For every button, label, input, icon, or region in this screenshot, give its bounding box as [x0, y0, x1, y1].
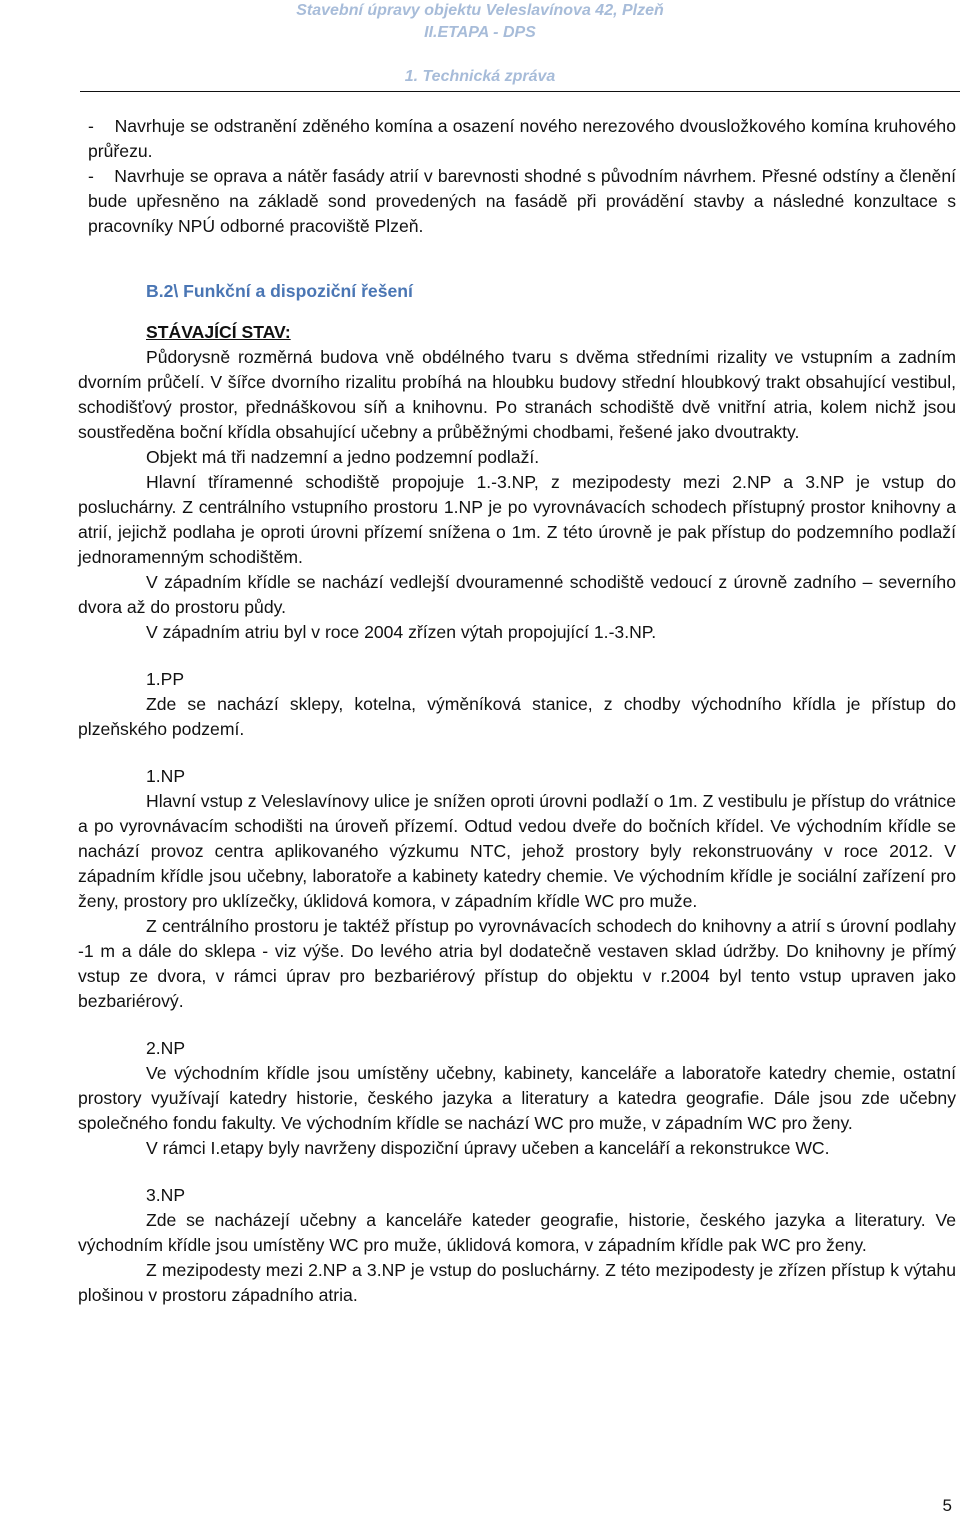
header-stage: II.ETAPA - DPS [424, 24, 536, 41]
paragraph: Objekt má tři nadzemní a jedno podzemní podlaží. [146, 447, 540, 467]
paragraph: V západním křídle se nachází vedlejší dvouramenné schodiště vedoucí z úrovně zadního – severního dvora až do prostoru půdy. [78, 572, 956, 617]
header-project-title: Stavební úpravy objektu Veleslavínova 42, Plzeň [296, 2, 664, 19]
paragraph: Z mezipodesty mezi 2.NP a 3.NP je vstup do posluchárny. Z této mezipodesty je zřízen přístup k výtahu plošinou v prostoru západního atria. [78, 1260, 956, 1305]
paragraph: Z centrálního prostoru je taktéž přístup po vyrovnávacích schodech do knihovny a atrií s úrovní podlahy -1 m a dále do sklepa - viz výše. Do levého atria byl dodatečně vestaven sklad údržby. Do knihovny je přímý vstup ze dvora, v rámci úprav pro bezbariérový přístup do objektu v r.2004 byl tento vstup upraven jako bezbariérový. [78, 916, 956, 1011]
paragraph: Hlavní vstup z Veleslavínovy ulice je snížen oproti úrovni podlaží o 1m. Z vestibulu je přístup do vrátnice a po vyrovnávacím schodišti na úroveň přízemí. Odtud vedou dveře do bočních křídel. Ve východním křídle se nachází provoz centra aplikovaného výzkumu NTC, jehož prostory byly rekonstruovány v roce 2012. V západním křídle jsou učebny, laboratoře a kabinety katedry chemie. Ve východním křídle je sociální zařízení pro ženy, prostory pro uklízečky, úklidová komora, v západním křídle WC pro muže. [78, 791, 956, 911]
existing-state-label: STÁVAJÍCÍ STAV: [146, 322, 291, 342]
floor-heading-1pp: 1.PP [146, 669, 185, 689]
document-body [78, 114, 956, 1308]
paragraph: Ve východním křídle jsou umístěny učebny, kabinety, kanceláře a laboratoře katedry chemie, ostatní prostory využívají katedry historie, českého jazyka a literatury a katedra geografie. Dále jsou zde učebny společného fondu fakulty. Ve východním křídle se nachází WC pro muže, v západním WC pro ženy. [78, 1063, 956, 1133]
paragraph: Zde se nacházejí učebny a kanceláře kateder geografie, historie, českého jazyka a literatury. Ve východním křídle jsou umístěny WC pro muže, úklidová komora, v západním křídle pak WC pro ženy. [78, 1210, 956, 1255]
header-divider [80, 91, 960, 92]
paragraph: Hlavní tříramenné schodiště propojuje 1.-3.NP, z mezipodesty mezi 2.NP a 3.NP je vstup do posluchárny. Z centrálního vstupního prostoru 1.NP je po vyrovnávacích schodech přístupný prostor knihovny a atrií, jejichž podlaha je oproti úrovni přízemí snížena o 1m. Z této úrovně je pak přístup do podzemního podlaží jednoramenným schodištěm. [78, 472, 956, 567]
section-heading: B.2\ Funkční a dispoziční řešení [146, 281, 413, 301]
floor-heading-1np: 1.NP [146, 766, 186, 786]
paragraph: V rámci I.etapy byly navrženy dispoziční úpravy učeben a kanceláří a rekonstrukce WC. [146, 1138, 830, 1158]
bullet-item: - Navrhuje se oprava a nátěr fasády atrií v barevnosti shodné s původním návrhem. Přesné odstíny a členění bude upřesněno na základě sond provedených na fasádě při provádění stavby a následné konzultace s pracovníky NPÚ odborné pracoviště Plzeň. [88, 166, 956, 236]
bullet-item: - Navrhuje se odstranění zděného komína a osazení nového nerezového dvousložkového komína kruhového průřezu. [88, 116, 956, 161]
paragraph: Zde se nachází sklepy, kotelna, výměníková stanice, z chodby východního křídla je přístup do plzeňského podzemí. [78, 694, 956, 739]
floor-heading-3np: 3.NP [146, 1185, 186, 1205]
page-number: 5 [942, 1496, 952, 1515]
header-document-title: 1. Technická zpráva [404, 68, 556, 85]
paragraph: Půdorysně rozměrná budova vně obdélného tvaru s dvěma středními rizality ve vstupním a zadním dvorním průčelí. V šířce dvorního rizalitu probíhá na hloubku budovy střední hloubkový trakt obsahující vestibul, schodišťový prostor, přednáškovou síň a knihovnu. Po stranách schodiště dvě vnitřní atria, kolem nichž jsou soustředěna boční křídla obsahující učebny a průběžnými chodbami, řešené jako dvoutrakty. [78, 347, 956, 442]
paragraph: V západním atriu byl v roce 2004 zřízen výtah propojující 1.-3.NP. [146, 622, 657, 642]
floor-heading-2np: 2.NP [146, 1038, 186, 1058]
